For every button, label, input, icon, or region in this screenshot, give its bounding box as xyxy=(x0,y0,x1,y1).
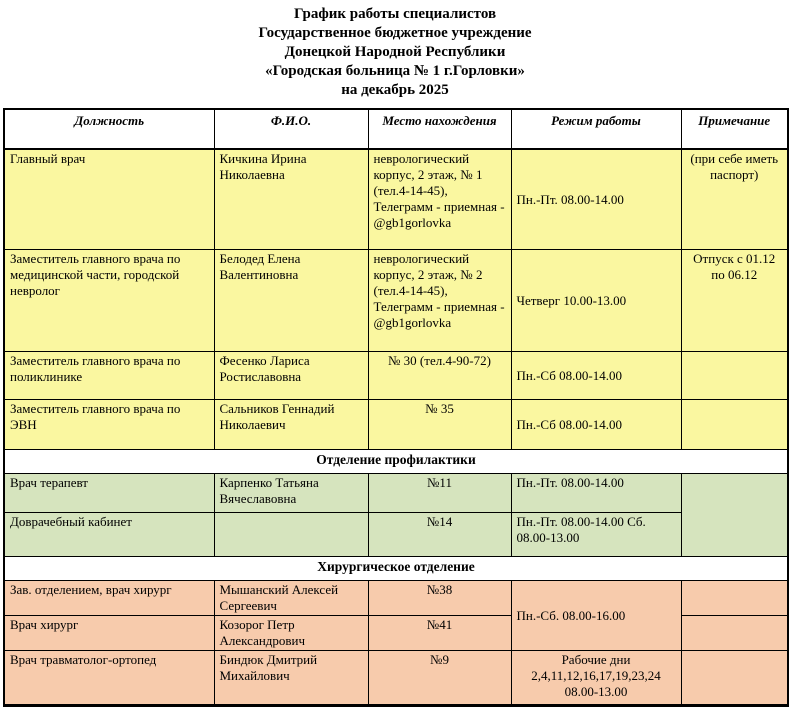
cell-name: Биндюк Дмитрий Михайлович xyxy=(214,651,368,706)
cell-location: неврологический корпус, 2 этаж, № 1 (тел.4-14-45), Телеграмм - приемная - @gb1gorlovka xyxy=(368,149,511,250)
cell-schedule: Рабочие дни 2,4,11,12,16,17,19,23,24 08.00-13.00 xyxy=(511,651,681,706)
cell-position: Врач терапевт xyxy=(4,474,214,513)
cell-location: №11 xyxy=(368,474,511,513)
cell-position: Заместитель главного врача по медицинской части, городской невролог xyxy=(4,250,214,352)
cell-position: Заместитель главного врача по поликлинике xyxy=(4,352,214,400)
table-header-row xyxy=(4,109,788,149)
header-schedule: Режим работы xyxy=(511,109,681,149)
cell-note xyxy=(681,651,788,706)
cell-schedule: Пн.-Сб. 08.00-16.00 xyxy=(511,581,681,651)
table-row xyxy=(4,474,788,513)
cell-position: Врач хирург xyxy=(4,616,214,651)
table-row xyxy=(4,149,788,250)
table-row xyxy=(4,581,788,616)
cell-location: № 30 (тел.4-90-72) xyxy=(368,352,511,400)
document-title xyxy=(0,0,790,100)
cell-note xyxy=(681,581,788,616)
cell-note xyxy=(681,616,788,651)
table-row xyxy=(4,250,788,352)
cell-name: Белодед Елена Валентиновна xyxy=(214,250,368,352)
table-row xyxy=(4,651,788,706)
header-note: Примечание xyxy=(681,109,788,149)
cell-name: Кичкина Ирина Николаевна xyxy=(214,149,368,250)
header-name: Ф.И.О. xyxy=(214,109,368,149)
cell-schedule: Четверг 10.00-13.00 xyxy=(511,250,681,352)
cell-location: №9 xyxy=(368,651,511,706)
header-position: Должность xyxy=(4,109,214,149)
cell-location: №41 xyxy=(368,616,511,651)
cell-name: Козорог Петр Александрович xyxy=(214,616,368,651)
cell-name: Фесенко Лариса Ростиславовна xyxy=(214,352,368,400)
cell-location: № 35 xyxy=(368,400,511,450)
schedule-table xyxy=(3,108,789,707)
cell-location: №38 xyxy=(368,581,511,616)
cell-note xyxy=(681,474,788,557)
cell-note xyxy=(681,400,788,450)
table-row xyxy=(4,400,788,450)
section-title: Отделение профилактики xyxy=(4,450,788,474)
cell-schedule: Пн.-Пт. 08.00-14.00 xyxy=(511,474,681,513)
cell-position: Доврачебный кабинет xyxy=(4,513,214,557)
cell-note: (при себе иметь паспорт) xyxy=(681,149,788,250)
cell-name xyxy=(214,513,368,557)
section-title: Хирургическое отделение xyxy=(4,557,788,581)
section-header-row xyxy=(4,557,788,581)
title-line-3: Донецкой Народной Республики xyxy=(284,44,506,60)
cell-schedule: Пн.-Сб 08.00-14.00 xyxy=(511,352,681,400)
table-row xyxy=(4,513,788,557)
title-line-2: Государственное бюджетное учреждение xyxy=(258,25,532,41)
cell-position: Заместитель главного врача по ЭВН xyxy=(4,400,214,450)
cell-location: неврологический корпус, 2 этаж, № 2 (тел.4-14-45), Телеграмм - приемная - @gb1gorlovka xyxy=(368,250,511,352)
title-line-5: на декабрь 2025 xyxy=(341,82,449,98)
cell-name: Сальников Геннадий Николаевич xyxy=(214,400,368,450)
cell-schedule: Пн.-Сб 08.00-14.00 xyxy=(511,400,681,450)
cell-position: Главный врач xyxy=(4,149,214,250)
section-header-row xyxy=(4,450,788,474)
cell-note xyxy=(681,352,788,400)
title-line-1: График работы специалистов xyxy=(293,6,497,22)
cell-schedule: Пн.-Пт. 08.00-14.00 xyxy=(511,149,681,250)
title-line-4: «Городская больница № 1 г.Горловки» xyxy=(265,63,525,79)
cell-schedule: Пн.-Пт. 08.00-14.00 Сб. 08.00-13.00 xyxy=(511,513,681,557)
cell-name: Карпенко Татьяна Вячеславовна xyxy=(214,474,368,513)
cell-name: Мышанский Алексей Сергеевич xyxy=(214,581,368,616)
table-row xyxy=(4,352,788,400)
cell-note: Отпуск с 01.12 по 06.12 xyxy=(681,250,788,352)
cell-position: Врач травматолог-ортопед xyxy=(4,651,214,706)
cell-position: Зав. отделением, врач хирург xyxy=(4,581,214,616)
cell-location: №14 xyxy=(368,513,511,557)
header-location: Место нахождения xyxy=(368,109,511,149)
